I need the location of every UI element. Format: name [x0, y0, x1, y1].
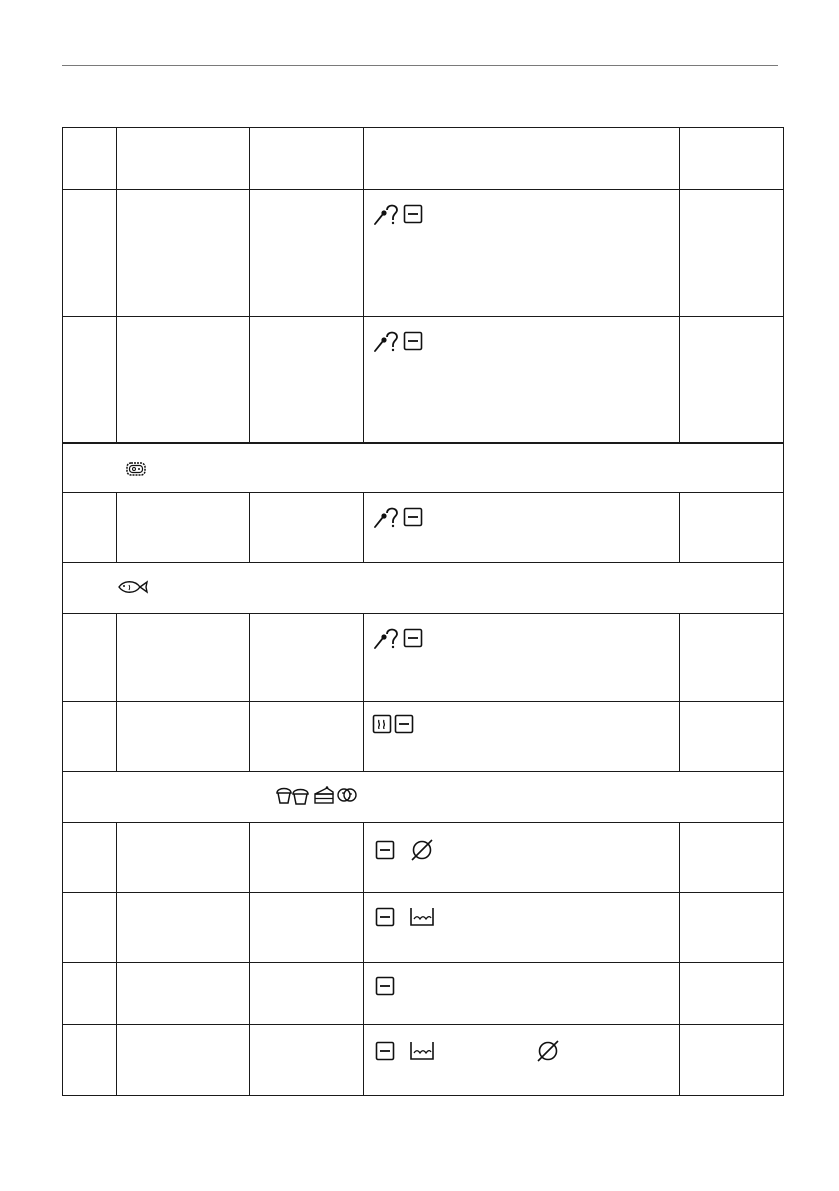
fish-icon [117, 579, 149, 595]
row-cell [117, 317, 250, 443]
table-row [63, 963, 784, 1025]
row-cell [63, 190, 117, 317]
table-row [63, 823, 784, 893]
row-cell [680, 614, 784, 702]
table-row [63, 893, 784, 963]
row-cell [680, 963, 784, 1025]
cookie-icon [337, 786, 357, 804]
row-cell [250, 1025, 364, 1096]
table-row [63, 493, 784, 563]
header-rule [62, 65, 778, 66]
category-cell [63, 443, 784, 493]
row-cell [63, 614, 117, 702]
row-cell [250, 190, 364, 317]
muffin-icon [275, 785, 311, 805]
grill-element-icon [403, 507, 423, 527]
row-icons-cell [364, 1025, 680, 1096]
row-cell [680, 1025, 784, 1096]
row-cell [250, 493, 364, 563]
grill-element-icon [375, 840, 395, 860]
row-cell [117, 893, 250, 963]
row-icons-cell [364, 823, 680, 893]
row-cell [117, 1025, 250, 1096]
row-icons-cell [364, 614, 680, 702]
row-cell [63, 317, 117, 443]
row-cell [117, 493, 250, 563]
diameter-icon [535, 1038, 561, 1064]
water-tray-icon [409, 1041, 435, 1061]
row-cell [63, 893, 117, 963]
probe-icon [373, 202, 401, 226]
row-cell [63, 963, 117, 1025]
category-row [63, 772, 784, 823]
row-icons-cell [364, 702, 680, 772]
probe-icon [373, 626, 401, 650]
row-icons-cell [364, 190, 680, 317]
row-cell [250, 614, 364, 702]
meat-icon [125, 461, 147, 477]
row-cell [117, 963, 250, 1025]
row-cell [63, 493, 117, 563]
header-cell [63, 128, 117, 190]
row-cell [680, 823, 784, 893]
category-row [63, 443, 784, 493]
row-icons-cell [364, 893, 680, 963]
diameter-icon [409, 837, 435, 863]
water-tray-icon [409, 907, 435, 927]
header-cell [364, 128, 680, 190]
row-cell [250, 702, 364, 772]
row-icons-cell [364, 963, 680, 1025]
table-row [63, 317, 784, 443]
category-cell [63, 772, 784, 823]
row-cell [63, 1025, 117, 1096]
row-cell [63, 702, 117, 772]
table-row [63, 190, 784, 317]
category-cell [63, 563, 784, 614]
probe-icon [373, 329, 401, 353]
header-cell [680, 128, 784, 190]
row-cell [117, 823, 250, 893]
row-cell [117, 614, 250, 702]
program-table [62, 127, 784, 1096]
row-cell [117, 190, 250, 317]
header-cell [250, 128, 364, 190]
table-row [63, 702, 784, 772]
cake-slice-icon [313, 785, 335, 805]
grill-element-icon [403, 628, 423, 648]
row-cell [680, 190, 784, 317]
table-row [63, 1025, 784, 1096]
row-cell [680, 317, 784, 443]
table-header-row [63, 128, 784, 190]
grill-element-icon [394, 714, 414, 734]
row-cell [250, 317, 364, 443]
row-icons-cell [364, 493, 680, 563]
table-row [63, 614, 784, 702]
row-cell [63, 823, 117, 893]
grill-element-icon [375, 1041, 395, 1061]
row-cell [680, 702, 784, 772]
row-cell [250, 823, 364, 893]
row-cell [250, 963, 364, 1025]
row-cell [250, 893, 364, 963]
header-cell [117, 128, 250, 190]
grill-element-icon [375, 907, 395, 927]
grill-element-icon [403, 204, 423, 224]
row-cell [680, 493, 784, 563]
category-row [63, 563, 784, 614]
grill-element-icon [375, 976, 395, 996]
row-cell [680, 893, 784, 963]
steam-heating-icon [372, 714, 392, 734]
row-cell [117, 702, 250, 772]
grill-element-icon [403, 331, 423, 351]
row-icons-cell [364, 317, 680, 443]
probe-icon [373, 505, 401, 529]
